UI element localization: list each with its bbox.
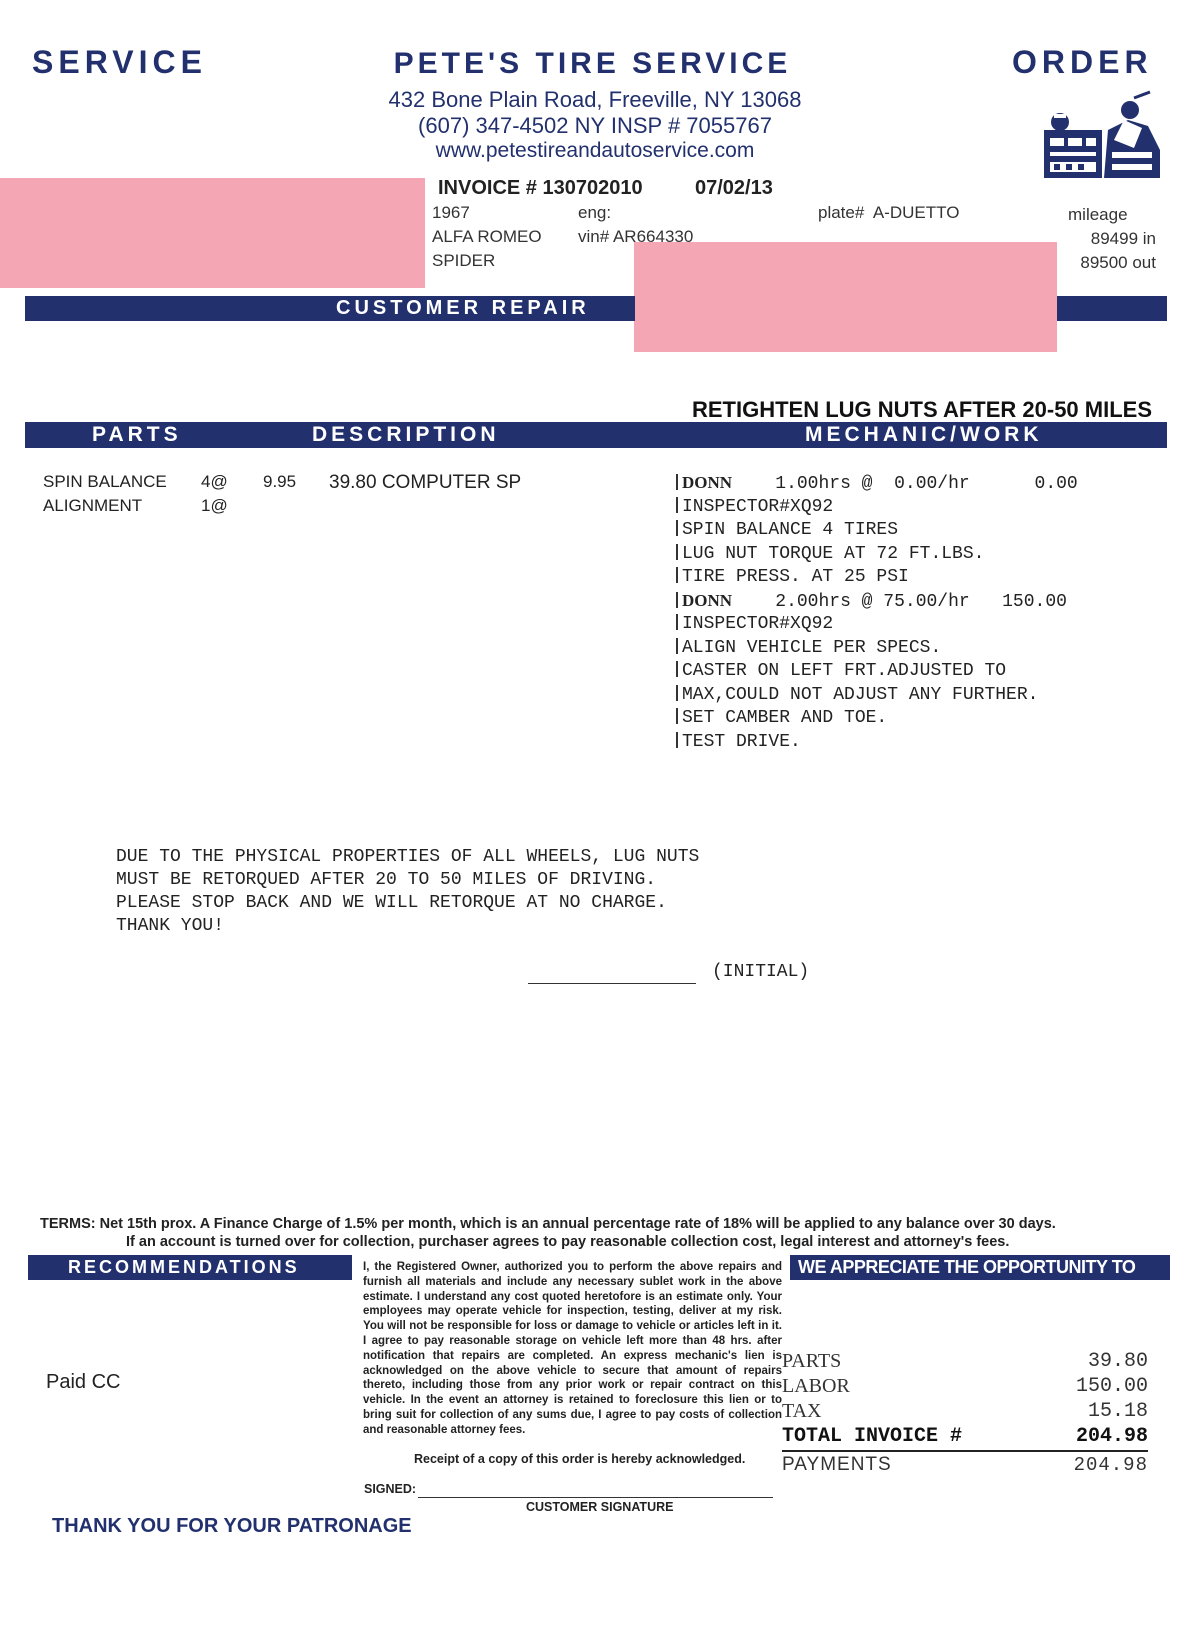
totals-labor-row bbox=[782, 1375, 1148, 1400]
appreciate-bar bbox=[790, 1255, 1170, 1298]
redaction-customer-info bbox=[0, 178, 425, 288]
receipt-acknowledgement: Receipt of a copy of this order is hereby acknowledged. bbox=[414, 1452, 746, 1466]
vehicle-engine-vin bbox=[578, 201, 693, 249]
totals-labor-value: 150.00 bbox=[1075, 1375, 1148, 1398]
parts-list bbox=[43, 472, 663, 520]
notice-line: THANK YOU! bbox=[116, 916, 225, 936]
signed-label: SIGNED: bbox=[364, 1482, 417, 1496]
service-title: SERVICE bbox=[32, 44, 207, 80]
signature-line bbox=[418, 1497, 773, 1498]
totals-total-value: 204.98 bbox=[1075, 1425, 1148, 1448]
mechanic-work-label: MECHANIC/WORK bbox=[805, 423, 1043, 446]
work-line: LUG NUT TORQUE AT 72 FT.LBS. bbox=[676, 544, 1078, 568]
part-row bbox=[43, 496, 663, 520]
recommendations-label: RECOMMENDATIONS bbox=[68, 1257, 300, 1277]
invoice-date: 07/02/13 bbox=[695, 177, 773, 199]
retorque-notice bbox=[116, 846, 699, 938]
part-name: SPIN BALANCE bbox=[43, 472, 167, 491]
retighten-note: RETIGHTEN LUG NUTS AFTER 20-50 MILES bbox=[692, 397, 1153, 422]
engine-label: eng: bbox=[578, 203, 612, 222]
parts-label: PARTS bbox=[92, 423, 182, 446]
plate-info bbox=[818, 201, 959, 225]
totals-tax-label: TAX bbox=[782, 1400, 822, 1422]
part-price: 9.95 bbox=[263, 472, 297, 491]
vehicle-make: ALFA ROMEO bbox=[432, 227, 542, 246]
part-description: 39.80 COMPUTER SP bbox=[329, 472, 522, 493]
company-website: www.petestireandautoservice.com bbox=[435, 139, 755, 162]
vehicle-year: 1967 bbox=[432, 203, 470, 222]
thank-you-note: THANK YOU FOR YOUR PATRONAGE bbox=[52, 1515, 412, 1537]
totals-payments-row bbox=[782, 1454, 1148, 1479]
plate-number: A-DUETTO bbox=[872, 203, 960, 222]
invoice-number: INVOICE # 130702010 bbox=[438, 177, 643, 199]
totals-tax-row bbox=[782, 1400, 1148, 1425]
work-lines bbox=[676, 473, 1078, 755]
order-title: ORDER bbox=[1012, 44, 1153, 80]
customer-repair-bar bbox=[25, 296, 635, 321]
totals-total-row bbox=[782, 1425, 1148, 1452]
company-address: 432 Bone Plain Road, Freeville, NY 13068 bbox=[388, 87, 802, 112]
customer-repair-bar-end bbox=[1057, 296, 1167, 321]
work-line: TIRE PRESS. AT 25 PSI bbox=[676, 567, 1078, 591]
work-line: SPIN BALANCE 4 TIRES bbox=[676, 520, 1078, 544]
totals-parts-label: PARTS bbox=[782, 1350, 842, 1372]
work-line: DONN 1.00hrs @ 0.00/hr 0.00 bbox=[676, 473, 1078, 497]
part-name: ALIGNMENT bbox=[43, 496, 143, 515]
terms-line-1: TERMS: Net 15th prox. A Finance Charge of 1.5% per month, which is an annual percentage rate of 18% will be applied to any balance over 30 days. bbox=[40, 1216, 1056, 1232]
signature-caption: CUSTOMER SIGNATURE bbox=[526, 1500, 674, 1514]
authorization-text: I, the Registered Owner, authorized you to perform the above repairs and furnish all materials and include any necessary sublet work in the above estimate. I understand any cost quoted heretofore is an estimate only. Your employees may operate vehicle for inspection, testing, deliver at my risk. You will not be responsible for loss or damage to vehicle or articles left in it. I agree to pay reasonable storage on vehicle left more than 48 hrs. after notification that repairs are completed. An express mechanic's lien is acknowledged on the above vehicle to secure that amount of repairs thereto, including those from any prior work or repair contract on this vehicle. In the event an attorney is retained to foreclosure this lien or to bring suit for collection of any sums due, I agree to pay costs of collection and reasonable attorney fees. bbox=[363, 1261, 782, 1436]
notice-line: PLEASE STOP BACK AND WE WILL RETORQUE AT NO CHARGE. bbox=[116, 893, 667, 913]
work-line: MAX,COULD NOT ADJUST ANY FURTHER. bbox=[676, 685, 1078, 709]
totals-block bbox=[782, 1350, 1148, 1479]
totals-parts-row bbox=[782, 1350, 1148, 1375]
totals-payments-label: PAYMENTS bbox=[782, 1454, 892, 1475]
totals-tax-value: 15.18 bbox=[1087, 1400, 1148, 1423]
mileage-label: mileage bbox=[1068, 205, 1128, 224]
description-label: DESCRIPTION bbox=[312, 423, 500, 446]
work-line: INSPECTOR#XQ92 bbox=[676, 497, 1078, 521]
recommendation-text: Paid CC bbox=[46, 1371, 121, 1393]
work-line: CASTER ON LEFT FRT.ADJUSTED TO bbox=[676, 661, 1078, 685]
company-name: PETE'S TIRE SERVICE bbox=[393, 47, 792, 80]
appreciate-label: WE APPRECIATE THE OPPORTUNITY TO SERVE YOU bbox=[798, 1257, 1136, 1298]
part-qty: 1@ bbox=[201, 496, 228, 515]
totals-labor-label: LABOR bbox=[782, 1375, 850, 1397]
mileage-in: 89499 in bbox=[1090, 229, 1156, 248]
vehicle-model: SPIDER bbox=[432, 251, 496, 270]
work-line: TEST DRIVE. bbox=[676, 732, 1078, 756]
totals-payments-value: 204.98 bbox=[1073, 1454, 1148, 1476]
mileage-block bbox=[1060, 203, 1156, 275]
mechanic-name: DONN bbox=[682, 590, 733, 610]
work-line: ALIGN VEHICLE PER SPECS. bbox=[676, 638, 1078, 662]
company-phone: (607) 347-4502 NY INSP # 7055767 bbox=[418, 113, 772, 138]
parts-header-bar bbox=[25, 422, 1167, 448]
work-line: INSPECTOR#XQ92 bbox=[676, 614, 1078, 638]
initial-line bbox=[528, 983, 696, 984]
initial-label: (INITIAL) bbox=[712, 962, 810, 982]
part-row bbox=[43, 472, 663, 496]
totals-parts-value: 39.80 bbox=[1087, 1350, 1148, 1373]
totals-total-label: TOTAL INVOICE # bbox=[782, 1425, 963, 1448]
mechanic-name: DONN bbox=[682, 473, 733, 492]
vehicle-description bbox=[432, 201, 542, 273]
work-line: DONN 2.00hrs @ 75.00/hr 150.00 bbox=[676, 591, 1078, 615]
mechanic-at-engine-icon bbox=[1038, 90, 1166, 182]
recommendations-bar bbox=[28, 1255, 352, 1280]
vin-number: vin# AR664330 bbox=[578, 227, 694, 246]
notice-line: MUST BE RETORQUED AFTER 20 TO 50 MILES OF DRIVING. bbox=[116, 870, 657, 890]
notice-line: DUE TO THE PHYSICAL PROPERTIES OF ALL WHEELS, LUG NUTS bbox=[116, 847, 700, 867]
customer-repair-label: CUSTOMER REPAIR bbox=[336, 297, 590, 319]
work-line: SET CAMBER AND TOE. bbox=[676, 708, 1078, 732]
redaction-customer-details bbox=[634, 242, 1057, 352]
plate-label: plate# bbox=[818, 203, 865, 222]
terms-line-2: If an account is turned over for collection, purchaser agrees to pay reasonable collection cost, legal interest and attorney's fees. bbox=[126, 1234, 1010, 1250]
part-qty: 4@ bbox=[201, 472, 228, 491]
mileage-out: 89500 out bbox=[1080, 253, 1156, 272]
